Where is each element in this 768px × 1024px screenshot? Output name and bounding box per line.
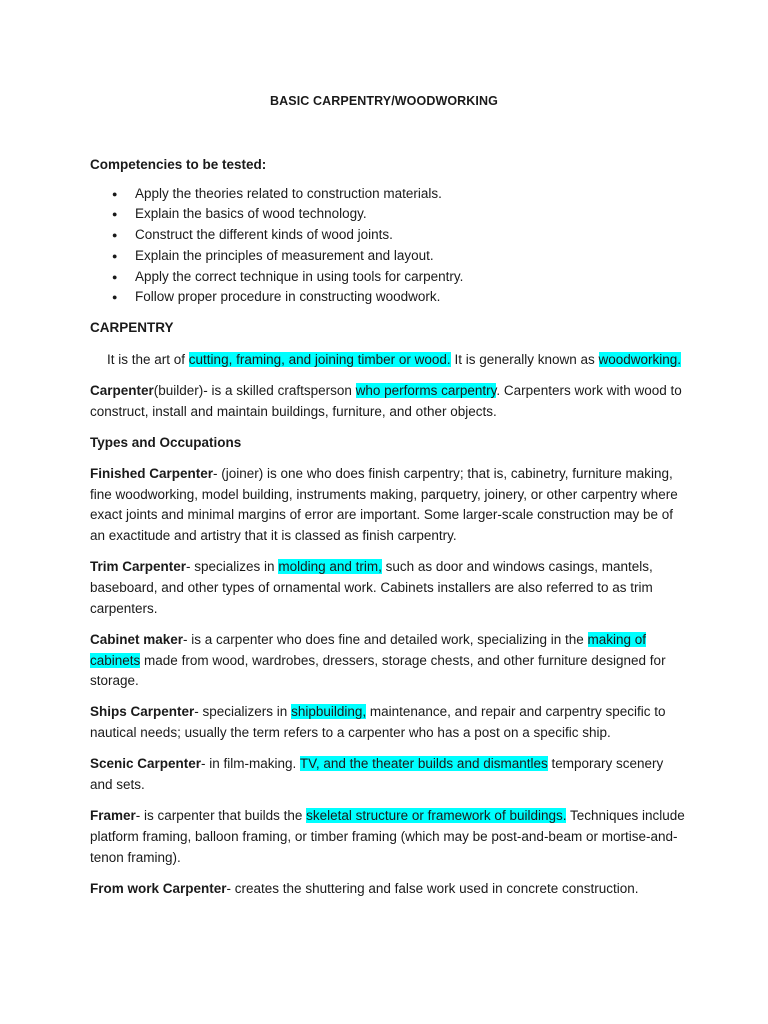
- text: made from wood, wardrobes, dressers, storage chests, and other furniture designed for storage.: [90, 652, 666, 689]
- scenic-carpenter-paragraph: [90, 754, 685, 795]
- highlighted-text: cutting, framing, and joining timber or wood.: [188, 351, 451, 367]
- highlighted-text: who performs carpentry: [355, 382, 497, 398]
- carpentry-heading: CARPENTRY: [90, 320, 174, 336]
- text: - in film-making.: [201, 756, 300, 772]
- list-item: ● Apply the theories related to construction materials.: [90, 184, 685, 205]
- cabinet-maker-paragraph: [90, 630, 685, 692]
- competencies-list: [90, 184, 685, 308]
- text: such as door and windows casings, mantels, baseboard, and other types of ornamental work. Cabinets installers are also referred to as trim carpenters.: [90, 559, 653, 616]
- term: Finished Carpenter: [90, 465, 214, 481]
- highlighted-text: making of cabinets: [90, 631, 647, 668]
- formwork-carpenter-paragraph: [90, 879, 685, 900]
- term: Trim Carpenter: [90, 559, 187, 575]
- highlighted-text: shipbuilding,: [291, 704, 367, 720]
- text: - is carpenter that builds the: [135, 808, 307, 824]
- term: Cabinet maker: [90, 631, 184, 647]
- finished-carpenter-paragraph: [90, 464, 685, 547]
- text: (builder)- is a skilled craftsperson: [153, 382, 356, 398]
- text: . Carpenters work with wood to construct, install and maintain buildings, furniture, and other objects.: [90, 382, 682, 419]
- ships-carpenter-paragraph: [90, 702, 685, 743]
- highlighted-text: skeletal structure or framework of buildings.: [306, 808, 567, 824]
- types-heading: Types and Occupations: [90, 434, 242, 450]
- list-item: ● Follow proper procedure in constructing woodwork.: [90, 287, 685, 308]
- term: Ships Carpenter: [90, 704, 195, 720]
- carpenter-definition: [90, 381, 685, 422]
- carpentry-definition: [90, 350, 685, 371]
- text: - (joiner) is one who does finish carpentry; that is, cabinetry, furniture making, fine woodworking, model building, instruments making, parquetry, joinery, or other carpentry where exact joints and minimal margins of error are important. Some larger-scale construction may be of an exactitude and artistry that it is classed as finish carpentry.: [90, 465, 678, 544]
- highlighted-text: TV, and the theater builds and dismantles: [299, 756, 548, 772]
- term: Scenic Carpenter: [90, 756, 202, 772]
- list-item: ● Apply the correct technique in using tools for carpentry.: [90, 267, 685, 288]
- framer-paragraph: [90, 806, 685, 868]
- trim-carpenter-paragraph: [90, 557, 685, 619]
- text: - creates the shuttering and false work used in concrete construction.: [226, 880, 639, 896]
- term: Carpenter: [90, 382, 154, 398]
- highlighted-text: molding and trim,: [278, 559, 382, 575]
- document-body: [90, 155, 685, 900]
- text: - specializes in: [186, 559, 279, 575]
- text: - specializers in: [194, 704, 292, 720]
- document-title: BASIC CARPENTRY/WOODWORKING: [270, 94, 498, 108]
- list-item: ● Construct the different kinds of wood joints.: [90, 225, 685, 246]
- highlighted-text: woodworking.: [598, 351, 682, 367]
- text: It is the art of: [107, 351, 189, 367]
- list-item: ● Explain the principles of measurement and layout.: [90, 246, 685, 267]
- term: From work Carpenter: [90, 880, 227, 896]
- list-item: ● Explain the basics of wood technology.: [90, 204, 685, 225]
- text: Techniques include platform framing, balloon framing, or timber framing (which may be post-and-beam or mortise-and-tenon framing).: [90, 808, 685, 865]
- text: temporary scenery and sets.: [90, 756, 664, 793]
- term: Framer: [90, 808, 136, 824]
- competencies-heading: Competencies to be tested:: [90, 157, 267, 172]
- text: It is generally known as: [450, 351, 599, 367]
- text: maintenance, and repair and carpentry specific to nautical needs; usually the term refers to a carpenter who has a post on a specific ship.: [90, 704, 666, 741]
- text: - is a carpenter who does fine and detailed work, specializing in the: [183, 631, 588, 647]
